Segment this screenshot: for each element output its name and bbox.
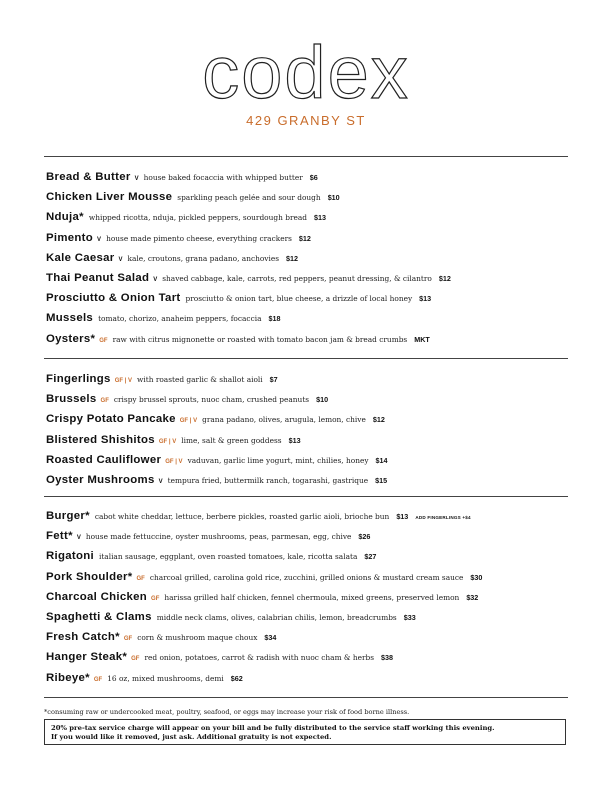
item-description: house made pimento cheese, everything crackers [106,233,292,243]
item-price: $33 [403,612,416,622]
dietary-tag: GF [123,636,133,643]
menu-item [46,530,570,550]
menu-item [46,591,570,611]
item-description: tempura fried, buttermilk ranch, togarashi, gastrique [167,475,369,485]
menu-item [46,252,570,272]
item-price: $12 [372,415,385,425]
dietary-tag: GF | V [158,438,177,445]
item-description: harissa grilled half chicken, fennel chermoula, mixed greens, preserved lemon [164,592,460,602]
item-name: Pimento [46,231,94,244]
item-price: $27 [364,552,377,562]
menu-item [46,651,570,671]
item-name: Brussels [46,393,97,406]
item-name: Rigatoni [46,550,94,563]
menu-section-sides [46,373,570,494]
item-description: charcoal grilled, carolina gold rice, zucchini, grilled onions & mustard cream sauce [149,572,464,582]
item-price: $14 [375,455,388,465]
item-name: Mussels [46,312,94,325]
menu-item [46,571,570,591]
item-name: Oysters* [46,332,96,345]
dietary-tag: V [97,236,102,243]
item-price: $7 [269,375,278,384]
item-name: Pork Shoulder* [46,570,133,583]
menu-item [46,211,570,231]
item-name: Fingerlings [46,373,111,385]
item-description: house baked focaccia with whipped butter [143,173,303,182]
dietary-tag: GF [99,337,108,344]
item-price: $13 [419,294,432,304]
divider [44,156,568,157]
dietary-tag: GF | V [179,418,198,425]
menu-section-starters [46,171,570,353]
dietary-tag: GF | V [114,378,133,384]
item-price: $13 [396,512,409,521]
menu-section-mains [46,510,570,692]
menu-item [46,292,570,312]
food-safety-footnote: *consuming raw or undercooked meat, poultry, seafood, or eggs may increase your risk of food borne illness. [44,708,410,716]
item-description: house made fettuccine, oyster mushrooms, peas, parmesan, egg, chive [85,532,352,542]
menu-item [46,191,570,211]
menu-item [46,373,570,393]
item-name: Crispy Potato Pancake [46,413,176,426]
item-name: Prosciutto & Onion Tart [46,292,181,305]
item-description: kale, croutons, grana padano, anchovies [127,253,280,263]
item-price: $12 [286,253,299,263]
item-addon: ADD FINGERLINGS +$4 [415,515,471,520]
menu-item [46,550,570,570]
item-name: Hanger Steak* [46,651,128,664]
dietary-tag: GF [131,656,140,663]
menu-item [46,413,570,433]
item-description: vaduvan, garlic lime yogurt, mint, chilies, honey [187,455,369,465]
item-name: Bread & Butter [46,171,131,183]
divider [44,697,568,698]
item-name: Nduja* [46,211,84,224]
item-price: $30 [470,572,483,582]
item-description: raw with citrus mignonette or roasted with tomato bacon jam & bread crumbs [112,334,408,344]
menu-item [46,312,570,332]
item-name: Charcoal Chicken [46,590,148,603]
dietary-tag: GF [136,575,145,582]
item-name: Fresh Catch* [46,631,120,644]
item-price: $10 [327,193,340,203]
menu-item [46,232,570,252]
item-price: $6 [309,173,318,182]
item-price: $12 [298,233,311,243]
dietary-tag: GF [100,398,109,405]
menu-item [46,510,570,530]
item-price: $10 [316,395,329,405]
item-description: prosciutto & onion tart, blue cheese, a drizzle of local honey [185,294,413,304]
item-description: whipped ricotta, nduja, pickled peppers, sourdough bread [88,213,308,223]
dietary-tag: V [118,256,123,263]
item-price: $15 [375,475,388,485]
item-price: $32 [466,592,479,602]
item-price: $26 [358,532,371,542]
item-name: Kale Caesar [46,251,115,264]
item-description: lime, salt & green goddess [181,435,282,445]
item-description: red onion, potatoes, carrot & radish with nuoc cham & herbs [144,653,375,663]
item-description: 16 oz, mixed mushrooms, demi [107,673,224,683]
item-name: Blistered Shishitos [46,433,155,446]
menu-item [46,611,570,631]
item-description: corn & mushroom maque choux [137,633,258,643]
item-price: $18 [268,314,281,324]
menu-item [46,434,570,454]
dietary-tag: V [158,478,163,485]
menu-item [46,631,570,651]
dietary-tag: GF | V [165,458,183,465]
menu-item [46,672,570,692]
item-name: Spaghetti & Clams [46,610,152,623]
notice-line: 20% pre-tax service charge will appear on your bill and be fully distributed to the service staff working this evening. [51,724,495,732]
item-price: $13 [288,435,301,445]
divider [44,496,568,497]
item-price: $62 [230,673,243,683]
service-charge-notice [44,719,566,745]
item-description: grana padano, olives, arugula, lemon, chive [202,415,366,425]
menu-item [46,454,570,474]
item-name: Chicken Liver Mousse [46,191,173,204]
item-price: $12 [438,273,451,283]
notice-line: If you would like it removed, just ask. Additional gratuity is not expected. [51,733,332,741]
dietary-tag: V [76,535,81,542]
item-description: tomato, chorizo, anaheim peppers, focaccia [98,314,262,324]
item-description: with roasted garlic & shallot aioli [137,375,263,384]
item-name: Roasted Cauliflower [46,453,162,466]
item-name: Oyster Mushrooms [46,473,155,486]
dietary-tag: GF [93,676,103,683]
menu-item [46,272,570,292]
item-name: Thai Peanut Salad [46,271,150,284]
item-name: Burger* [46,510,90,522]
item-name: Ribeye* [46,671,90,684]
item-price: $13 [314,213,327,223]
dietary-tag: GF [151,595,160,602]
item-name: Fett* [46,530,73,543]
dietary-tag: V [153,276,158,283]
item-price: MKT [414,334,430,344]
item-price: $34 [264,633,277,643]
item-description: italian sausage, eggplant, oven roasted tomatoes, kale, ricotta salata [98,552,358,562]
menu-item [46,393,570,413]
item-description: shaved cabbage, kale, carrots, red peppers, peanut dressing, & cilantro [162,273,432,283]
menu-item [46,333,570,353]
restaurant-logo: codex [202,31,410,114]
item-description: sparkling peach gelée and sour dough [177,193,321,203]
item-description: cabot white cheddar, lettuce, berbere pickles, roasted garlic aioli, brioche bun [94,512,390,521]
menu-item [46,474,570,494]
item-price: $38 [381,653,394,663]
menu-item [46,171,570,191]
item-description: middle neck clams, olives, calabrian chilis, lemon, breadcrumbs [156,612,397,622]
divider [44,358,568,359]
restaurant-address: 429 GRANBY ST [246,113,366,128]
item-description: crispy brussel sprouts, nuoc cham, crushed peanuts [113,395,310,405]
dietary-tag: V [134,176,139,182]
